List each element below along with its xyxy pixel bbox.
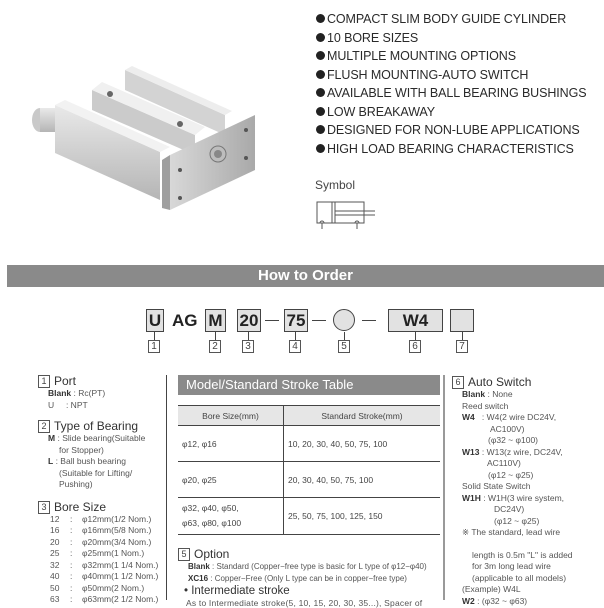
- cell-bore: φ12, φ16: [178, 426, 284, 462]
- table-header-row: [178, 406, 440, 426]
- bearing-section-title: 2 Type of Bearing: [38, 419, 166, 433]
- cell-stroke: 25, 50, 75, 100, 125, 150: [284, 498, 441, 535]
- switch-blank: Blank : None: [462, 389, 513, 399]
- column-divider: [166, 375, 167, 600]
- bearing-option-l-cont: Pushing): [59, 479, 93, 489]
- cylinder-symbol-icon: [313, 198, 383, 232]
- switch-w4-cont: AC100V): [490, 423, 525, 434]
- index-label-1: 1: [148, 340, 160, 353]
- switch-w4-range: (φ32 ~ φ100): [488, 435, 539, 445]
- bullet-icon: [316, 107, 325, 116]
- connector-line: [415, 332, 416, 340]
- order-code-diagram: [0, 309, 604, 359]
- switch-w1h-cont: DC24V): [494, 504, 525, 514]
- switch-w4: W4 : W4(2 wire DC24V,: [462, 412, 557, 422]
- switch-w2: W2 : (φ32 ~ φ63): [462, 595, 528, 606]
- connector-line: [462, 332, 463, 340]
- header-bore: Bore Size(mm): [178, 406, 284, 426]
- bore-size-row: 40 : φ40mm(1 1/2 Nom.): [50, 571, 159, 581]
- feature-item: COMPACT SLIM BODY GUIDE CYLINDER: [316, 10, 586, 29]
- code-series-text: AG: [172, 311, 198, 330]
- bullet-icon: [316, 14, 325, 23]
- bore-size-row: 63 : φ63mm(2 1/2 Nom.): [50, 594, 159, 604]
- index-label-6: 6: [409, 340, 421, 353]
- bullet-icon: [316, 51, 325, 60]
- auto-switch-section-title: 6 Auto Switch: [452, 375, 602, 389]
- bore-size-row: 50 : φ50mm(2 Nom.): [50, 582, 145, 593]
- feature-item: 10 BORE SIZES: [316, 29, 586, 48]
- cell-bore: φ20, φ25: [178, 462, 284, 498]
- index-label-4: 4: [289, 340, 301, 353]
- cell-stroke: 10, 20, 30, 40, 50, 75, 100: [284, 426, 441, 462]
- bullet-icon: [316, 125, 325, 134]
- stroke-table: [178, 405, 440, 535]
- intermediate-stroke-title: • Intermediate stroke: [184, 585, 290, 597]
- bearing-option-l: L : Ball bush bearing: [48, 456, 126, 466]
- code-bearing-box: M: [205, 309, 226, 332]
- feature-item: MULTIPLE MOUNTING OPTIONS: [316, 47, 586, 66]
- feature-item: HIGH LOAD BEARING CHARACTERISTICS: [316, 140, 586, 159]
- header-stroke: Standard Stroke(mm): [284, 406, 441, 426]
- feature-list: [316, 10, 586, 158]
- code-extra-box: [450, 309, 474, 332]
- switch-w13-range: (φ12 ~ φ25): [488, 469, 534, 480]
- index-label-3: 3: [242, 340, 254, 353]
- dash-separator: [312, 320, 326, 321]
- spec-column-left: [38, 374, 166, 606]
- bearing-option-l-cont: (Suitable for Lifting/: [59, 467, 133, 478]
- cell-bore: φ32, φ40, φ50, φ63, φ80, φ100: [178, 498, 284, 535]
- code-option-circle: [333, 309, 355, 331]
- switch-w13-cont: AC110V): [487, 458, 521, 468]
- port-section-title: 1 Port: [38, 374, 166, 388]
- option-xc16: XC16 : Copper−Free (Only L type can be in copper−free type): [188, 573, 407, 583]
- option-blank: Blank : Standard (Copper−free type is basic for L type of φ12−φ40): [188, 562, 427, 571]
- bore-section-title: 3 Bore Size: [38, 500, 166, 514]
- option-section-title: 5 Option: [178, 547, 440, 561]
- cell-stroke: 20, 30, 40, 50, 75, 100: [284, 462, 441, 498]
- port-option: Blank : Rc(PT): [48, 388, 106, 398]
- column-divider: [443, 375, 445, 600]
- guide-cylinder-product-image: [20, 60, 260, 225]
- index-label-2: 2: [209, 340, 221, 353]
- code-switch-box: W4: [388, 309, 443, 332]
- switch-w13: W13 : W13(z wire, DC24V,: [462, 446, 563, 457]
- connector-line: [215, 332, 216, 340]
- spec-column-right: [452, 375, 602, 607]
- bore-size-row: 20 : φ20mm(3/4 Nom.): [50, 536, 152, 547]
- index-label-5: 5: [338, 340, 350, 353]
- connector-line: [154, 332, 155, 340]
- switch-w1h: W1H : W1H(3 wire system,: [462, 492, 565, 503]
- bullet-icon: [316, 33, 325, 42]
- dash-separator: [362, 320, 376, 321]
- bore-size-row: 12 : φ12mm(1/2 Nom.): [50, 513, 152, 524]
- connector-line: [344, 332, 345, 340]
- connector-line: [248, 332, 249, 340]
- bore-size-row: 32 : φ32mm(1 1/4 Nom.): [50, 559, 159, 570]
- lead-wire-note: for 3m long lead wire: [472, 561, 551, 571]
- lead-wire-note: ※ The standard, lead wire: [462, 527, 561, 537]
- port-option: U : NPT: [48, 399, 88, 410]
- table-row: [178, 462, 440, 498]
- table-row: [178, 426, 440, 462]
- code-bore-box: 20: [237, 309, 261, 332]
- bore-size-row: 16 : φ16mm(5/8 Nom.): [50, 525, 152, 535]
- table-row: [178, 498, 440, 535]
- bore-size-list: [38, 514, 166, 606]
- bearing-option-m-cont: for Stopper): [59, 444, 104, 455]
- reed-switch-label: Reed switch: [462, 400, 509, 411]
- solid-state-label: Solid State Switch: [462, 481, 531, 491]
- how-to-order-header: How to Order: [7, 265, 604, 287]
- lead-wire-note: (applicable to all models): [472, 572, 567, 583]
- feature-item: DESIGNED FOR NON-LUBE APPLICATIONS: [316, 121, 586, 140]
- code-stroke-box: 75: [284, 309, 308, 332]
- connector-line: [295, 332, 296, 340]
- stroke-table-title: Model/Standard Stroke Table: [178, 375, 440, 395]
- bullet-icon: [316, 144, 325, 153]
- option-section: [178, 547, 440, 608]
- lead-wire-note: length is 0.5m "L" is added: [472, 549, 573, 560]
- feature-item: LOW BREAKAWAY: [316, 103, 586, 122]
- bullet-icon: [316, 70, 325, 79]
- bore-size-row: 25 : φ25mm(1 Nom.): [50, 548, 145, 558]
- bearing-option-m: M : Slide bearing(Suitable: [48, 433, 146, 443]
- index-label-7: 7: [456, 340, 468, 353]
- feature-item: FLUSH MOUNTING-AUTO SWITCH: [316, 66, 586, 85]
- dash-separator: [265, 320, 279, 321]
- spec-column-middle: [178, 375, 440, 608]
- code-port-box: U: [146, 309, 164, 332]
- intermediate-stroke-text: As to Intermediate stroke(5, 10, 15, 20, 30, 35...), Spacer of: [186, 598, 423, 608]
- switch-w1h-range: (φ12 ~ φ25): [494, 515, 540, 526]
- feature-item: AVAILABLE WITH BALL BEARING BUSHINGS: [316, 84, 586, 103]
- symbol-label: Symbol: [315, 178, 356, 192]
- bullet-icon: [316, 88, 325, 97]
- example-text: (Example) W4L: [462, 584, 521, 594]
